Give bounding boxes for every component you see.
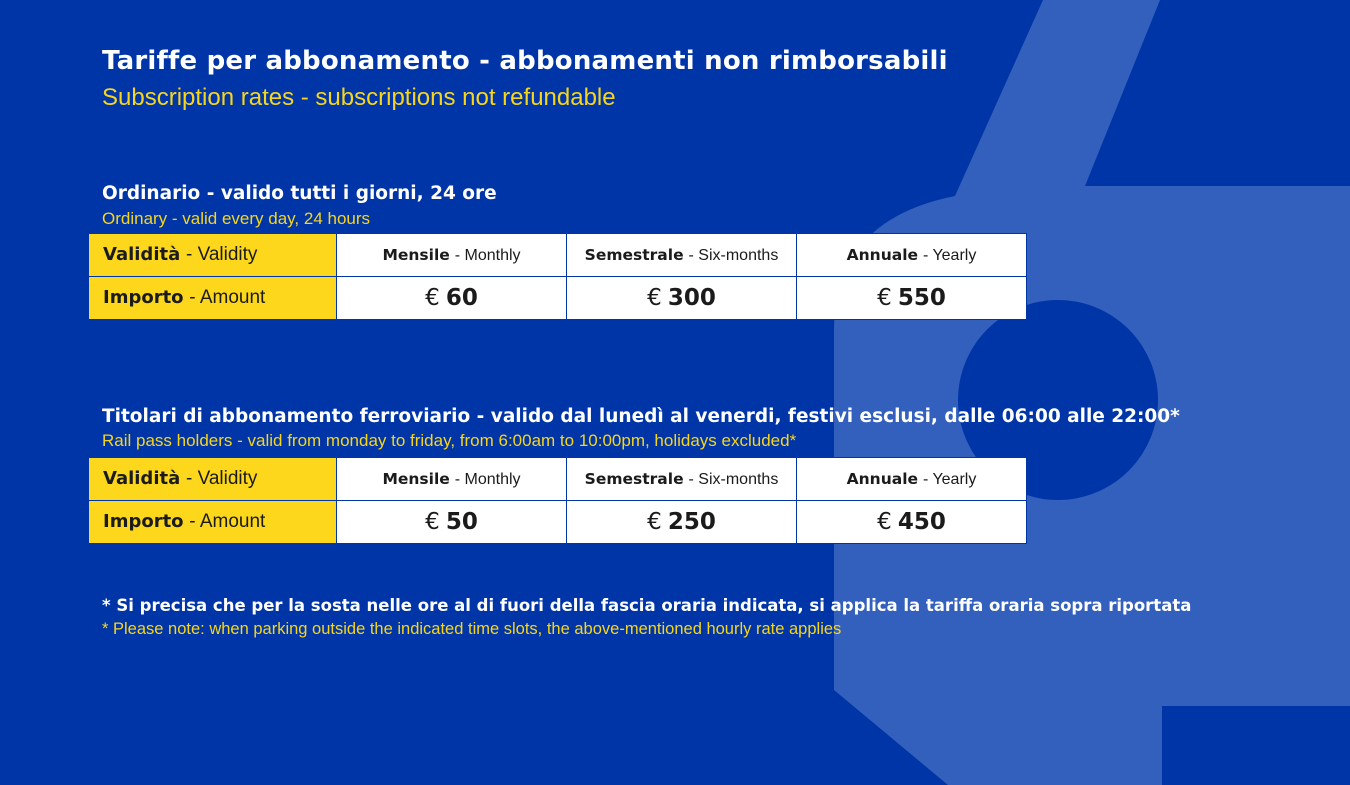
price-monthly — [337, 277, 567, 320]
euro-icon: € — [425, 285, 440, 311]
section-ordinary-title: Ordinario - valido tutti i giorni, 24 ore — [102, 183, 497, 204]
price-value: 60 — [445, 285, 478, 311]
euro-icon: € — [877, 509, 892, 535]
column-yearly — [797, 234, 1027, 277]
euro-icon: € — [425, 509, 440, 535]
price-yearly — [797, 277, 1027, 320]
section-rail-pass-title: Titolari di abbonamento ferroviario - valido dal lunedì al venerdi, festivi esclusi, dalle 06:00 alle 22:00* — [102, 406, 1180, 427]
price-value: 250 — [667, 509, 716, 535]
price-six-months — [567, 501, 797, 544]
page-title: Tariffe per abbonamento - abbonamenti non rimborsabili — [102, 46, 948, 76]
column-yearly — [797, 458, 1027, 501]
page-subtitle: Subscription rates - subscriptions not refundable — [102, 84, 616, 111]
column-label-it: Semestrale — [584, 469, 684, 488]
column-label-it: Semestrale — [584, 245, 684, 264]
validity-label-en: - Validity — [185, 244, 258, 265]
validity-label-en: - Validity — [185, 468, 258, 489]
column-monthly — [337, 458, 567, 501]
validity-label-cell — [89, 234, 337, 277]
amount-label-it: Importo — [103, 511, 184, 532]
column-label-en: - Monthly — [454, 470, 521, 488]
footnote-it: * Si precisa che per la sosta nelle ore al di fuori della fascia oraria indicata, si applica la tariffa oraria sopra riportata — [102, 596, 1192, 615]
rates-table-ordinary — [88, 233, 1027, 320]
amount-label-en: - Amount — [189, 287, 266, 308]
amount-label-cell — [89, 501, 337, 544]
euro-icon: € — [877, 285, 892, 311]
column-label-it: Annuale — [846, 245, 919, 264]
column-label-en: - Yearly — [922, 246, 977, 264]
table-row — [89, 277, 1027, 320]
column-six-months — [567, 234, 797, 277]
price-yearly — [797, 501, 1027, 544]
price-value: 550 — [897, 285, 946, 311]
euro-icon: € — [647, 285, 662, 311]
table-row — [89, 501, 1027, 544]
column-label-en: - Monthly — [454, 246, 521, 264]
amount-label-cell — [89, 277, 337, 320]
price-value: 450 — [897, 509, 946, 535]
rates-table-rail-pass — [88, 457, 1027, 544]
table-row — [89, 458, 1027, 501]
column-label-it: Mensile — [382, 469, 450, 488]
validity-label-it: Validità — [103, 468, 181, 489]
price-six-months — [567, 277, 797, 320]
column-label-en: - Yearly — [922, 470, 977, 488]
column-label-en: - Six-months — [688, 246, 779, 264]
price-monthly — [337, 501, 567, 544]
table-row — [89, 234, 1027, 277]
column-label-en: - Six-months — [688, 470, 779, 488]
section-rail-pass-subtitle: Rail pass holders - valid from monday to friday, from 6:00am to 10:00pm, holidays excluded* — [102, 431, 797, 450]
column-label-it: Annuale — [846, 469, 919, 488]
price-value: 300 — [667, 285, 716, 311]
column-monthly — [337, 234, 567, 277]
column-six-months — [567, 458, 797, 501]
euro-icon: € — [647, 509, 662, 535]
price-value: 50 — [445, 509, 478, 535]
amount-label-it: Importo — [103, 287, 184, 308]
validity-label-it: Validità — [103, 244, 181, 265]
section-ordinary-subtitle: Ordinary - valid every day, 24 hours — [102, 209, 371, 228]
validity-label-cell — [89, 458, 337, 501]
footnote-en: * Please note: when parking outside the indicated time slots, the above-mentioned hourly rate applies — [102, 620, 842, 638]
amount-label-en: - Amount — [189, 511, 266, 532]
column-label-it: Mensile — [382, 245, 450, 264]
